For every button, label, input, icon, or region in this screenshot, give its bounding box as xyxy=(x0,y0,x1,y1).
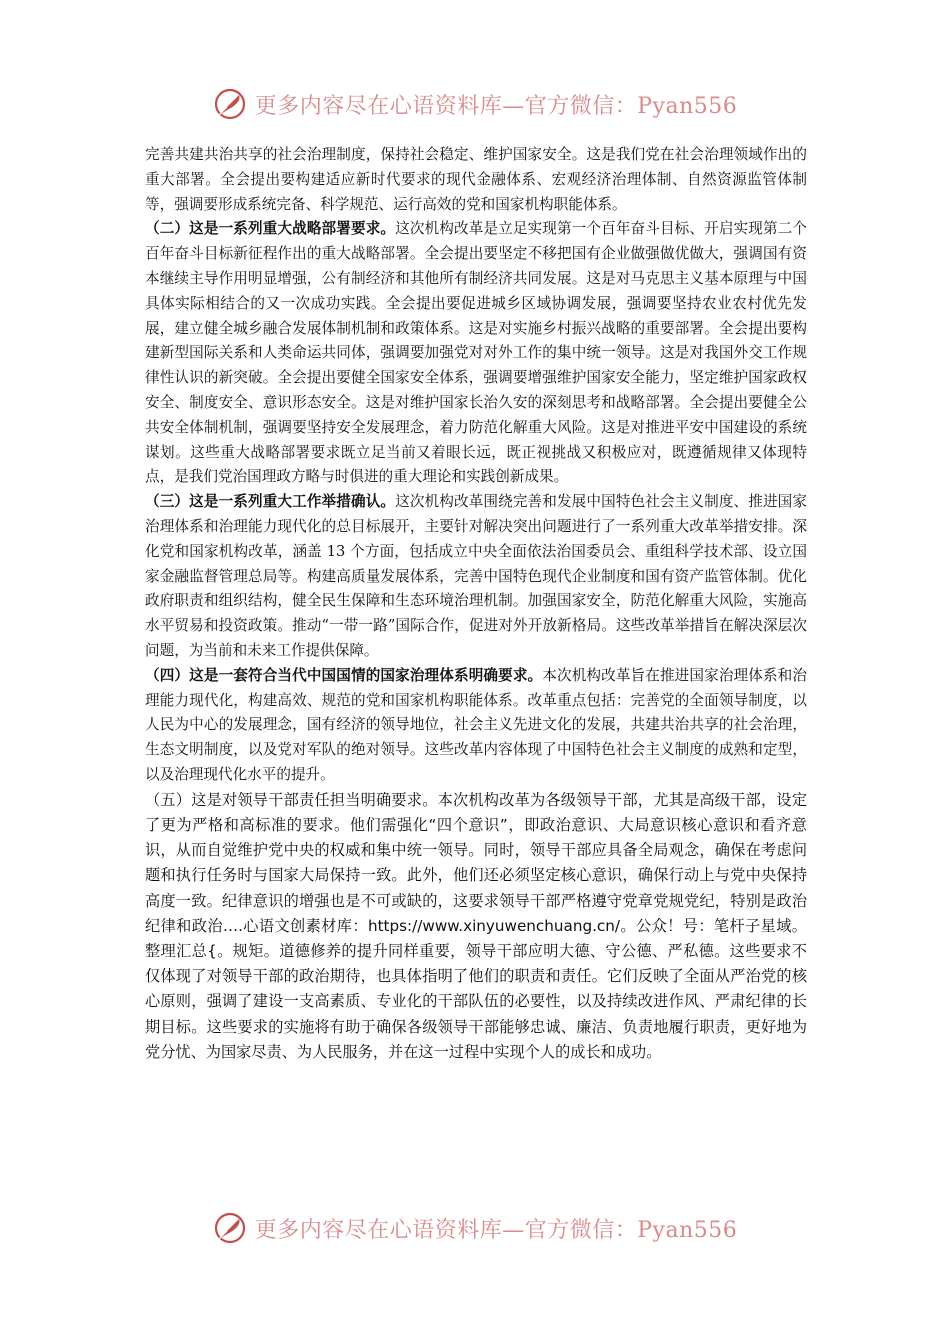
watermark-header xyxy=(0,84,950,124)
watermark-text: 更多内容尽在心语资料库—官方微信：Pyan556 xyxy=(254,1217,738,1243)
paragraph-text: 这次机构改革是立足实现第一个百年奋斗目标、开启实现第二个百年奋斗目标新征程作出的重大战略部署。全会提出要坚定不移把国有企业做强做优做大，强调国有资本继续主导作用明显增强，公有制经济和其他所有制经济共同发展。这是对马克思主义基本原理与中国具体实际相结合的又一次成功实践。全会提出要促进城乡区域协调发展，强调要坚持农业农村优先发展，建立健全城乡融合发展体制机制和政策体系。这是对实施乡村振兴战略的重要部署。全会提出要构建新型国际关系和人类命运共同体，强调要加强党对对外工作的集中统一领导。这是对我国外交工作规律性认识的新突破。全会提出要健全国家安全体系，强调要增强维护国家安全能力，坚定维护国家政权安全、制度安全、意识形态安全。这是对维护国家长治久安的深刻思考和战略部署。全会提出要健全公共安全体制机制，强调要坚持安全发展理念，着力防范化解重大风险。这是对推进平安中国建设的系统谋划。这些重大战略部署要求既立足当前又着眼长远，既正视挑战又积极应对，既遵循规律又体现特点，是我们党治国理政方略与时俱进的重大理论和实践创新成果。 xyxy=(145,220,807,486)
document-body xyxy=(145,143,807,1065)
paragraph-1 xyxy=(145,143,807,217)
quill-logo-icon xyxy=(213,87,247,121)
paragraph-3 xyxy=(145,490,807,664)
watermark-footer xyxy=(0,1208,950,1248)
paragraph-text: 这次机构改革围绕完善和发展中国特色社会主义制度、推进国家治理体系和治理能力现代化的总目标展开，主要针对解决突出问题进行了一系列重大改革举措安排。深化党和国家机构改革，涵盖 13 个方面，包括成立中央全面依法治国委员会、重组科学技术部、设立国家金融监督管理总局等。构建高质量发展体系，完善中国特色现代企业制度和国有资产监管体制。优化政府职责和组织结构，健全民生保障和生态环境治理机制。加强国家安全，防范化解重大风险，实施高水平贸易和投资政策。推动“一带一路”国际合作，促进对外开放新格局。这些改革举措旨在解决深层次问题，为当前和未来工作提供保障。 xyxy=(145,493,807,659)
paragraph-text: 完善共建共治共享的社会治理制度，保持社会稳定、维护国家安全。这是我们党在社会治理领域作出的重大部署。全会提出要构建适应新时代要求的现代金融体系、宏观经济治理体制、自然资源监管体制等，强调要形成系统完备、科学规范、运行高效的党和国家机构职能体系。 xyxy=(145,146,807,213)
paragraph-4 xyxy=(145,664,807,788)
paragraph-text: 本次机构改革旨在推进国家治理体系和治理能力现代化，构建高效、规范的党和国家机构职能体系。改革重点包括：完善党的全面领导制度，以人民为中心的发展理念，国有经济的领导地位，社会主义先进文化的发展，共建共治共享的社会治理，生态文明制度，以及党对军队的绝对领导。这些改革内容体现了中国特色社会主义制度的成熟和定型，以及治理现代化水平的提升。 xyxy=(145,666,807,783)
paragraph-text: （五）这是对领导干部责任担当明确要求。本次机构改革为各级领导干部，尤其是高级干部，设定了更为严格和高标准的要求。他们需强化“四个意识”，即政治意识、大局意识核心意识和看齐意识，从而自觉维护党中央的权威和集中统一领导。同时，领导干部应具备全局观念，确保在考虑问题和执行任务时与国家大局保持一致。此外，他们还必须坚定核心意识，确保行动上与党中央保持高度一致。纪律意识的增强也是不可或缺的，这要求领导干部严格遵守党章党规党纪，特别是政治纪律和政治….心语文创素材库：https://www.xinyuwenchuang.cn/。公众！号：笔杆子星域。整理汇总{。规矩。道德修养的提升同样重要，领导干部应明大德、守公德、严私德。这些要求不仅体现了对领导干部的政治期待，也具体指明了他们的职责和责任。它们反映了全面从严治党的核心原则，强调了建设一支高素质、专业化的干部队伍的必要性，以及持续改进作风、严肃纪律的长期目标。这些要求的实施将有助于确保各级领导干部能够忠诚、廉洁、负责地履行职责，更好地为党分忧、为国家尽责、为人民服务，并在这一过程中实现个人的成长和成功。 xyxy=(145,790,807,1061)
section-heading: （三）这是一系列重大工作举措确认。 xyxy=(145,493,396,511)
paragraph-5 xyxy=(145,788,807,1065)
section-heading: （二）这是一系列重大战略部署要求。 xyxy=(145,220,396,238)
watermark-text: 更多内容尽在心语资料库—官方微信：Pyan556 xyxy=(254,93,738,119)
section-heading: （四）这是一套符合当代中国国情的国家治理体系明确要求。 xyxy=(145,666,543,684)
paragraph-2 xyxy=(145,217,807,490)
quill-logo-icon xyxy=(213,1211,247,1245)
